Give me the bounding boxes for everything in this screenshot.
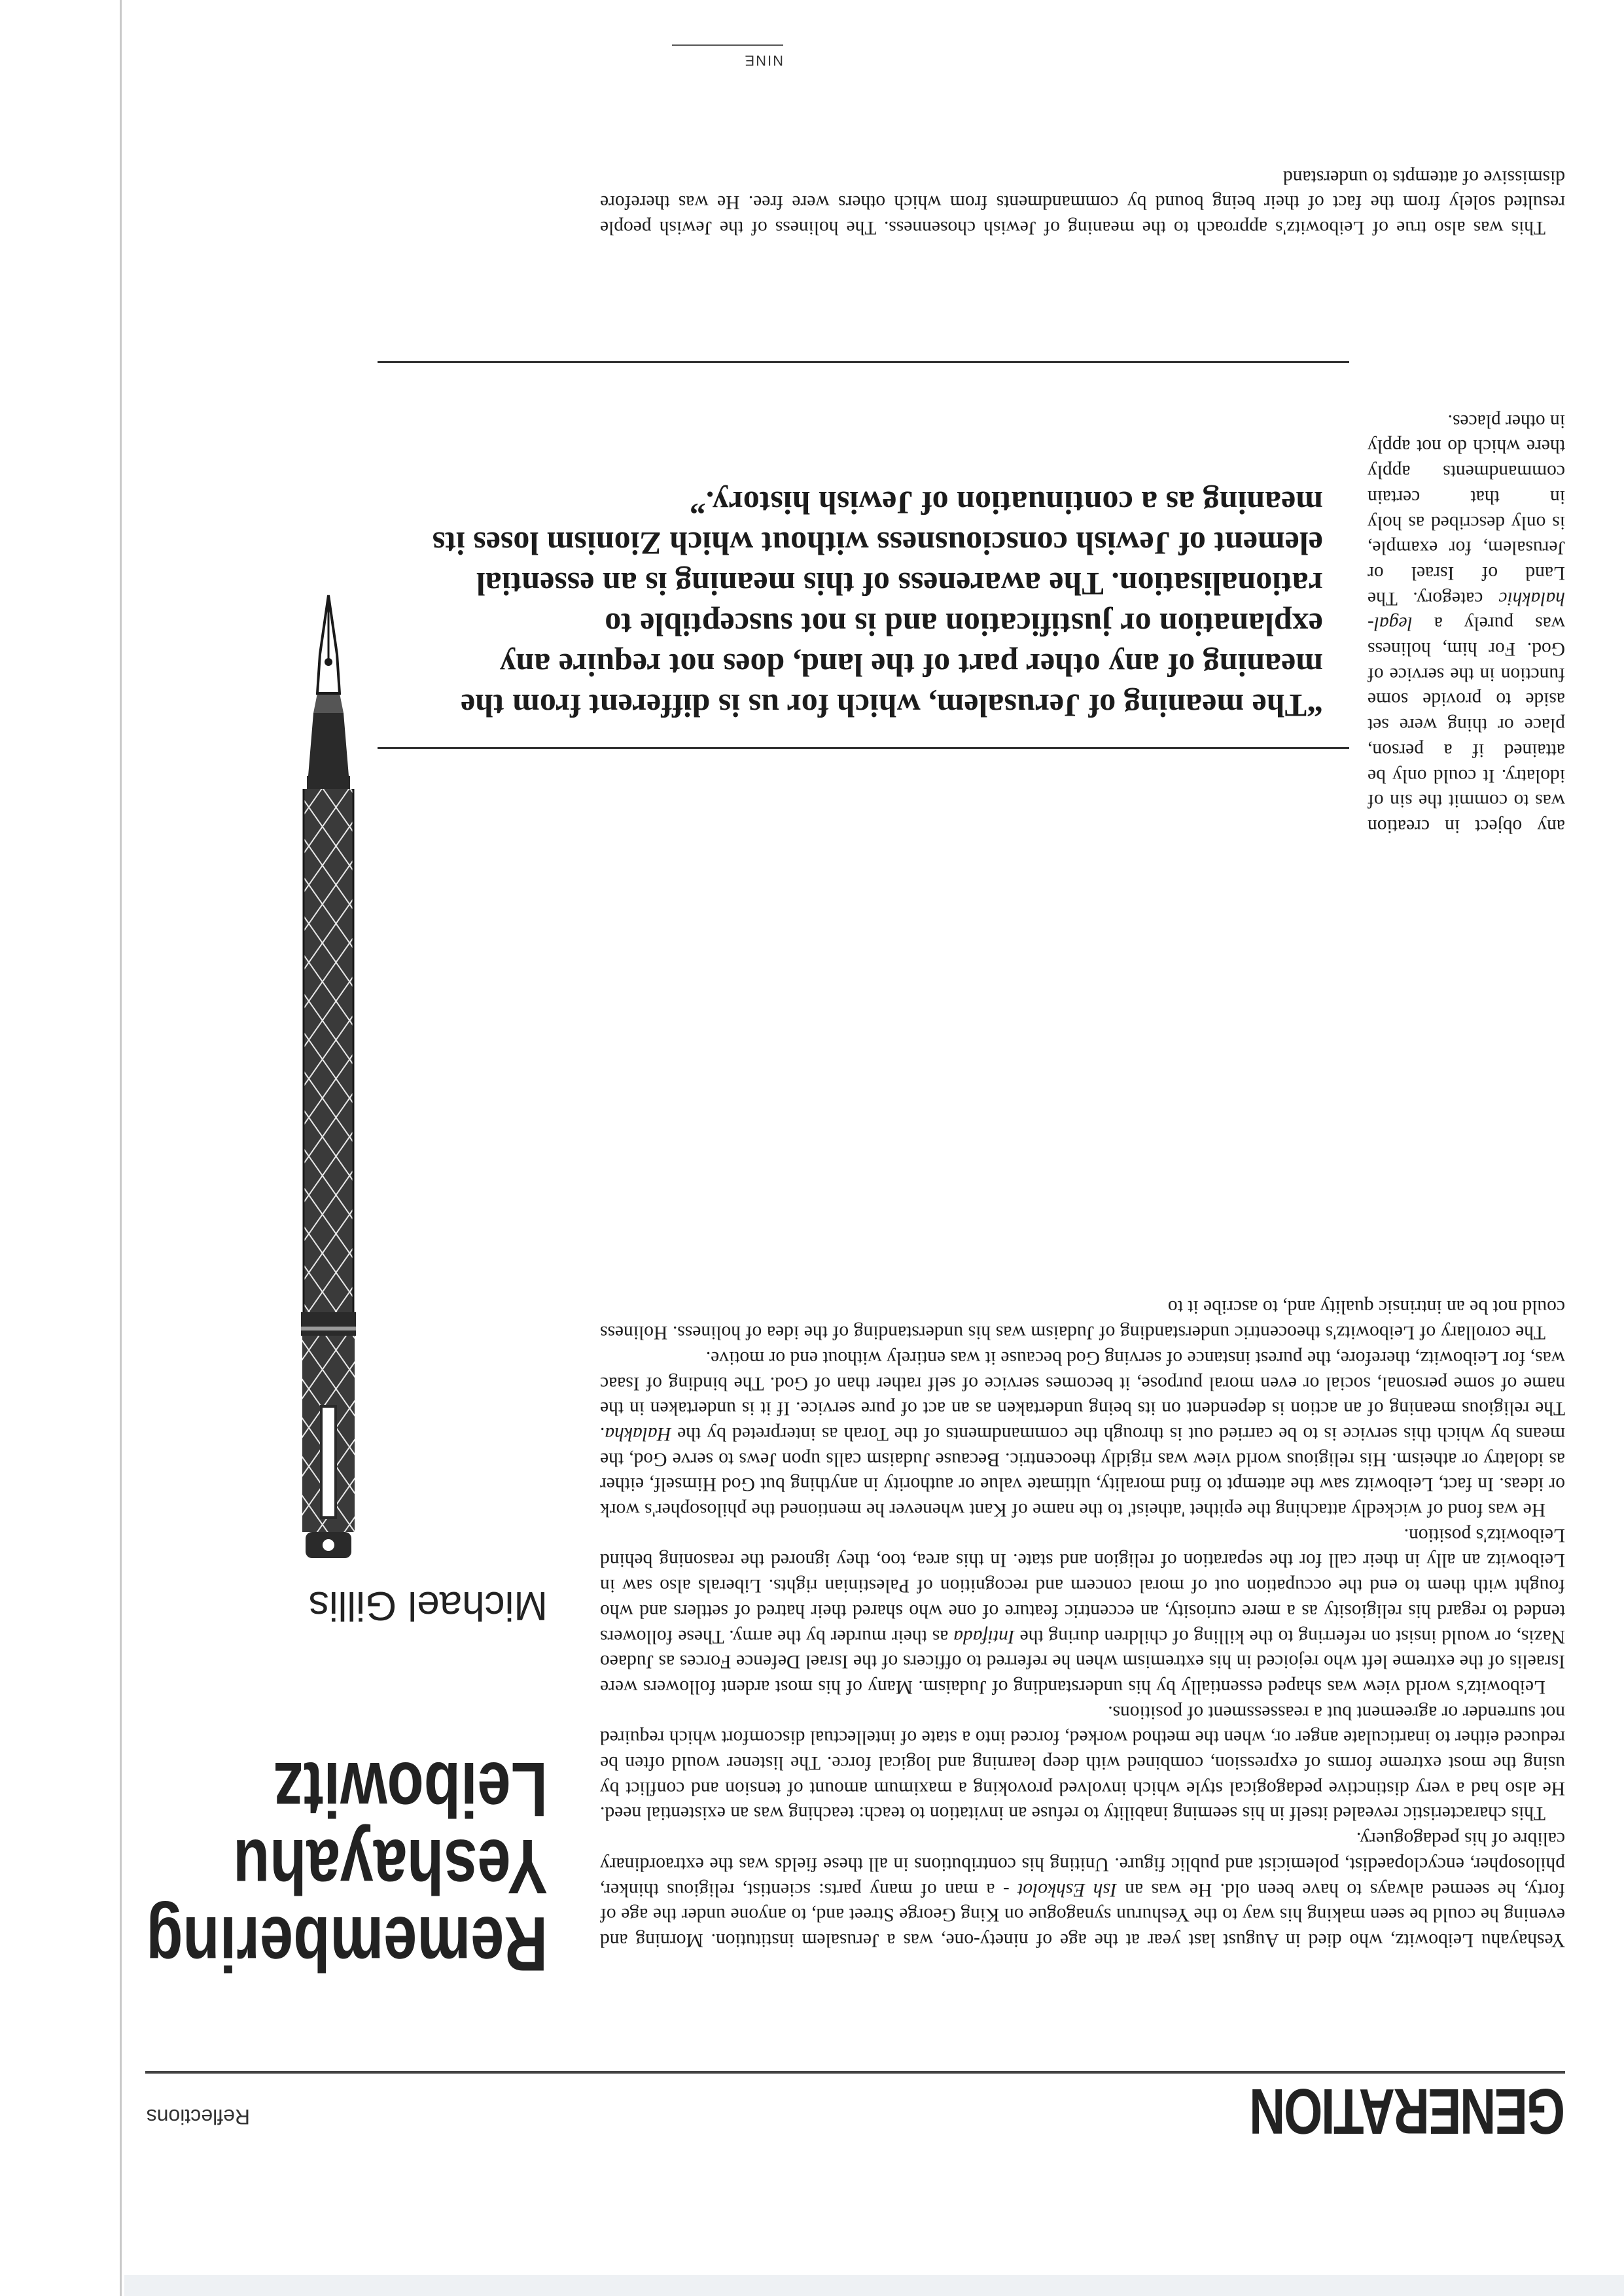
paragraph: The corollary of Leibowitz's theocentric understanding of Judaism was his understanding of the idea of holiness. Holiness could not be an intrinsic quality and, to ascribe it to bbox=[600, 1296, 1565, 1344]
masthead: GENERATION bbox=[1250, 2076, 1565, 2148]
paragraph bbox=[1368, 408, 1565, 839]
pull-quote: “The meaning of Jerusalem, which for us is different from the meaning of any other part of the land, does not require any explanation or justification and is not susceptible to rationalisation. The awareness of this meaning is an essential element of Jewish consciousness without which Zionism loses its meaning as a continuation of Jewish history.” bbox=[432, 485, 1323, 724]
article-title bbox=[146, 1746, 548, 1987]
text-run: any object in creation was to commit the sin of idolatry. It could only be attained if a person, place or thing were set aside to provide some function in the service of God. For him, holiness was purely a bbox=[1368, 613, 1565, 837]
title-line-2: Yeshayahu bbox=[233, 1823, 548, 1909]
text-run: as their murder by the army. These followers tended to regard his religiosity as a mere curiosity, an eccentric feature of one who shared their hatred of settlers and who fought with them to end the occupation out of moral concern and recognition of Palestinian rights. Liberals also saw in Leibowitz an ally in their call for the separation of religion and state. In this area, too, they ignored the reasoning behind Leibowitz's position. bbox=[600, 1524, 1565, 1647]
scan-edge-left bbox=[120, 0, 122, 2296]
page-number-rule bbox=[672, 44, 783, 46]
italic-term: Halakha bbox=[605, 1423, 671, 1444]
pen-icon bbox=[279, 589, 378, 1563]
pull-quote-rule-bottom bbox=[378, 361, 1349, 363]
italic-term: legal-halakhic bbox=[1368, 587, 1565, 635]
text-run: - a man of many parts: scientist, religious thinker, philosopher, encyclopaedist, polemicist and public figure. Uniting his contributions in all these fields was the extraordinary calibre of his pedagoguery. bbox=[599, 1828, 1565, 1900]
section-label: Reflections bbox=[146, 2105, 250, 2129]
title-line-1: Remembering bbox=[146, 1900, 548, 1987]
title-line-3: Leibowitz bbox=[273, 1746, 548, 1832]
text-run: . The religious meaning of an action is dependent on its being undertaken as an act of pure service. If it is undertaken in the name of some personal, social or even moral purpose, it becomes service of self rather than of God. The binding of Isaac was, for Leibowitz, therefore, the purest instance of serving God because it was entirely without end or motive. bbox=[600, 1347, 1565, 1444]
paragraph bbox=[600, 1826, 1565, 1953]
fountain-pen-illustration bbox=[279, 589, 378, 1563]
paragraph bbox=[600, 1345, 1565, 1522]
paragraph: This characteristic revealed itself in his seeming inability to refuse an invitation to teach: teaching was an existential need. He also had a very distinctive pedagogical style which involved provoking a maximum amount of tension and conflict by using the most extreme forms of expression, combined with deep learning and logical force. The listener would often be reduced either to inarticulate anger or, when the method worked, forced into a state of intellectual discomfort which required not surrender or agreement but a reassessment of positions. bbox=[600, 1701, 1565, 1824]
article-body-bottom bbox=[600, 164, 1565, 240]
text-run: Yeshayahu Leibowitz, who died in August last year at the age of ninety-one, was a Jerusalem institution. Morning and evening he could be seen making his way to the Yeshurun synagogue on King George Street and, to anyone under the age of forty, he seemed always to have been old. He was an bbox=[600, 1879, 1565, 1951]
italic-term: Intifada bbox=[953, 1626, 1015, 1647]
paragraph: This was also true of Leibowitz's approach to the meaning of Jewish chosenness. The holiness of the Jewish people resulted solely from the fact of their being bound by commandments from which others were free. He was therefore dismissive of attempts to understand bbox=[600, 166, 1565, 238]
text-run: He was fond of wickedly attaching the epithet 'atheist' to the name of Kant whenever he mentioned the philosopher's work or ideas. In fact, Leibowitz saw the attempt to find morality, ultimate value or authority in anything but God Himself, either as idolatry or atheism. His religious world view was rigidly theocentric. Because Judaism calls upon Jews to serve God, the means by which this service is to be carried out is through the commandments of the Torah as interpreted by the bbox=[600, 1423, 1565, 1521]
article-body-narrow bbox=[1368, 408, 1565, 839]
paragraph bbox=[600, 1522, 1565, 1699]
byline: Michael Gillis bbox=[308, 1583, 548, 1628]
page-number: NINE bbox=[743, 52, 783, 69]
italic-term: Ish Eshkolot bbox=[1017, 1879, 1117, 1900]
text-run: category. The Land of Israel or Jerusalem, for example, is only described as holy in that certain commandments apply there which do not apply in other places. bbox=[1368, 410, 1565, 609]
article-body-main bbox=[600, 1295, 1565, 1953]
scan-edge-bottom bbox=[124, 2275, 1624, 2296]
pull-quote-rule-top bbox=[378, 747, 1349, 749]
header-rule bbox=[145, 2071, 1565, 2074]
text-run: Leibowitz's world view was shaped essentially by his understanding of Judaism. Many of his most ardent followers were Israelis of the extreme left who rejoiced in his extremism when he referred to officers of the Israel Defence Forces as Judaeo Nazis, or would insist on referring to the killing of children during the bbox=[600, 1626, 1565, 1697]
